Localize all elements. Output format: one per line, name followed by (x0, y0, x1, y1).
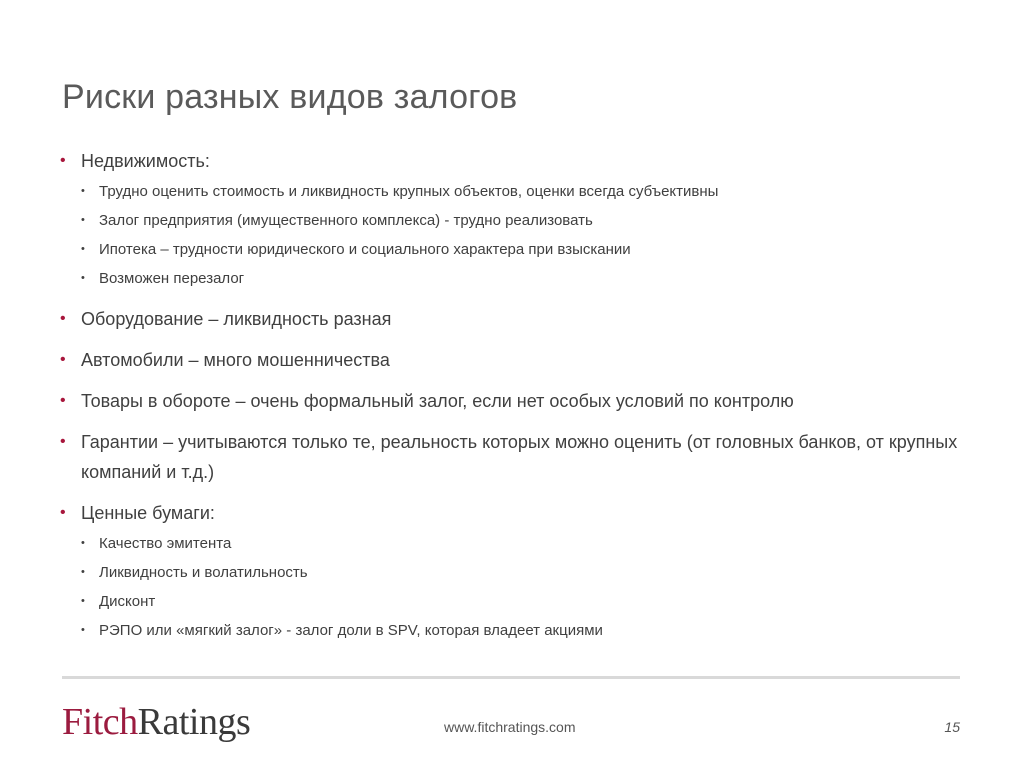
sub-bullet-item (81, 235, 970, 264)
bullet-text: Ценные бумаги: (81, 503, 215, 523)
bullet-item (60, 304, 970, 334)
bullet-marker: • (60, 504, 66, 521)
sub-bullet-list (81, 177, 970, 293)
sub-bullet-text: Дисконт (99, 593, 156, 610)
bullet-item (60, 386, 970, 416)
sub-bullet-text: Возможен перезалог (99, 270, 245, 287)
sub-bullet-text: Ликвидность и волатильность (99, 564, 308, 581)
sub-bullet-text: Трудно оценить стоимость и ликвидность крупных объектов, оценки всегда субъективны (99, 183, 719, 200)
bullet-marker: • (60, 351, 66, 368)
sub-bullet-text: РЭПО или «мягкий залог» - залог доли в SPV, которая владеет акциями (99, 622, 603, 639)
bullet-text: Гарантии – учитываются только те, реальность которых можно оценить (от головных банков, от крупных компаний и т.д.) (81, 432, 958, 482)
sub-bullet-marker: • (81, 272, 85, 284)
bullet-text: Товары в обороте – очень формальный залог, если нет особых условий по контролю (81, 391, 794, 411)
bullet-marker: • (60, 433, 66, 450)
sub-bullet-item (81, 558, 970, 587)
sub-bullet-marker: • (81, 214, 85, 226)
bullet-text: Автомобили – много мошенничества (81, 350, 390, 370)
fitch-ratings-logo (62, 700, 250, 744)
footer-divider (62, 676, 960, 679)
footer-url: www.fitchratings.com (444, 719, 576, 735)
logo-ratings-text: Ratings (137, 701, 251, 743)
sub-bullet-marker: • (81, 243, 85, 255)
sub-bullet-item (81, 529, 970, 558)
sub-bullet-text: Качество эмитента (99, 535, 232, 552)
sub-bullet-item (81, 177, 970, 206)
bullet-marker: • (60, 152, 66, 169)
sub-bullet-list (81, 529, 970, 645)
bullet-item (60, 345, 970, 375)
sub-bullet-marker: • (81, 537, 85, 549)
slide-content (60, 146, 970, 645)
sub-bullet-text: Залог предприятия (имущественного комплекса) - трудно реализовать (99, 212, 593, 229)
bullet-text: Недвижимость: (81, 151, 210, 171)
bullet-marker: • (60, 392, 66, 409)
sub-bullet-marker: • (81, 624, 85, 636)
sub-bullet-item (81, 264, 970, 293)
sub-bullet-item (81, 616, 970, 645)
bullet-list (60, 146, 970, 645)
page-number: 15 (944, 719, 960, 735)
bullet-item (60, 146, 970, 293)
bullet-item (60, 498, 970, 645)
bullet-item (60, 427, 970, 487)
slide-title: Риски разных видов залогов (62, 78, 518, 116)
sub-bullet-marker: • (81, 566, 85, 578)
logo-fitch-text: Fitch (62, 701, 138, 743)
sub-bullet-text: Ипотека – трудности юридического и социального характера при взыскании (99, 241, 631, 258)
sub-bullet-marker: • (81, 185, 85, 197)
sub-bullet-marker: • (81, 595, 85, 607)
bullet-text: Оборудование – ликвидность разная (81, 309, 392, 329)
sub-bullet-item (81, 587, 970, 616)
bullet-marker: • (60, 310, 66, 327)
sub-bullet-item (81, 206, 970, 235)
